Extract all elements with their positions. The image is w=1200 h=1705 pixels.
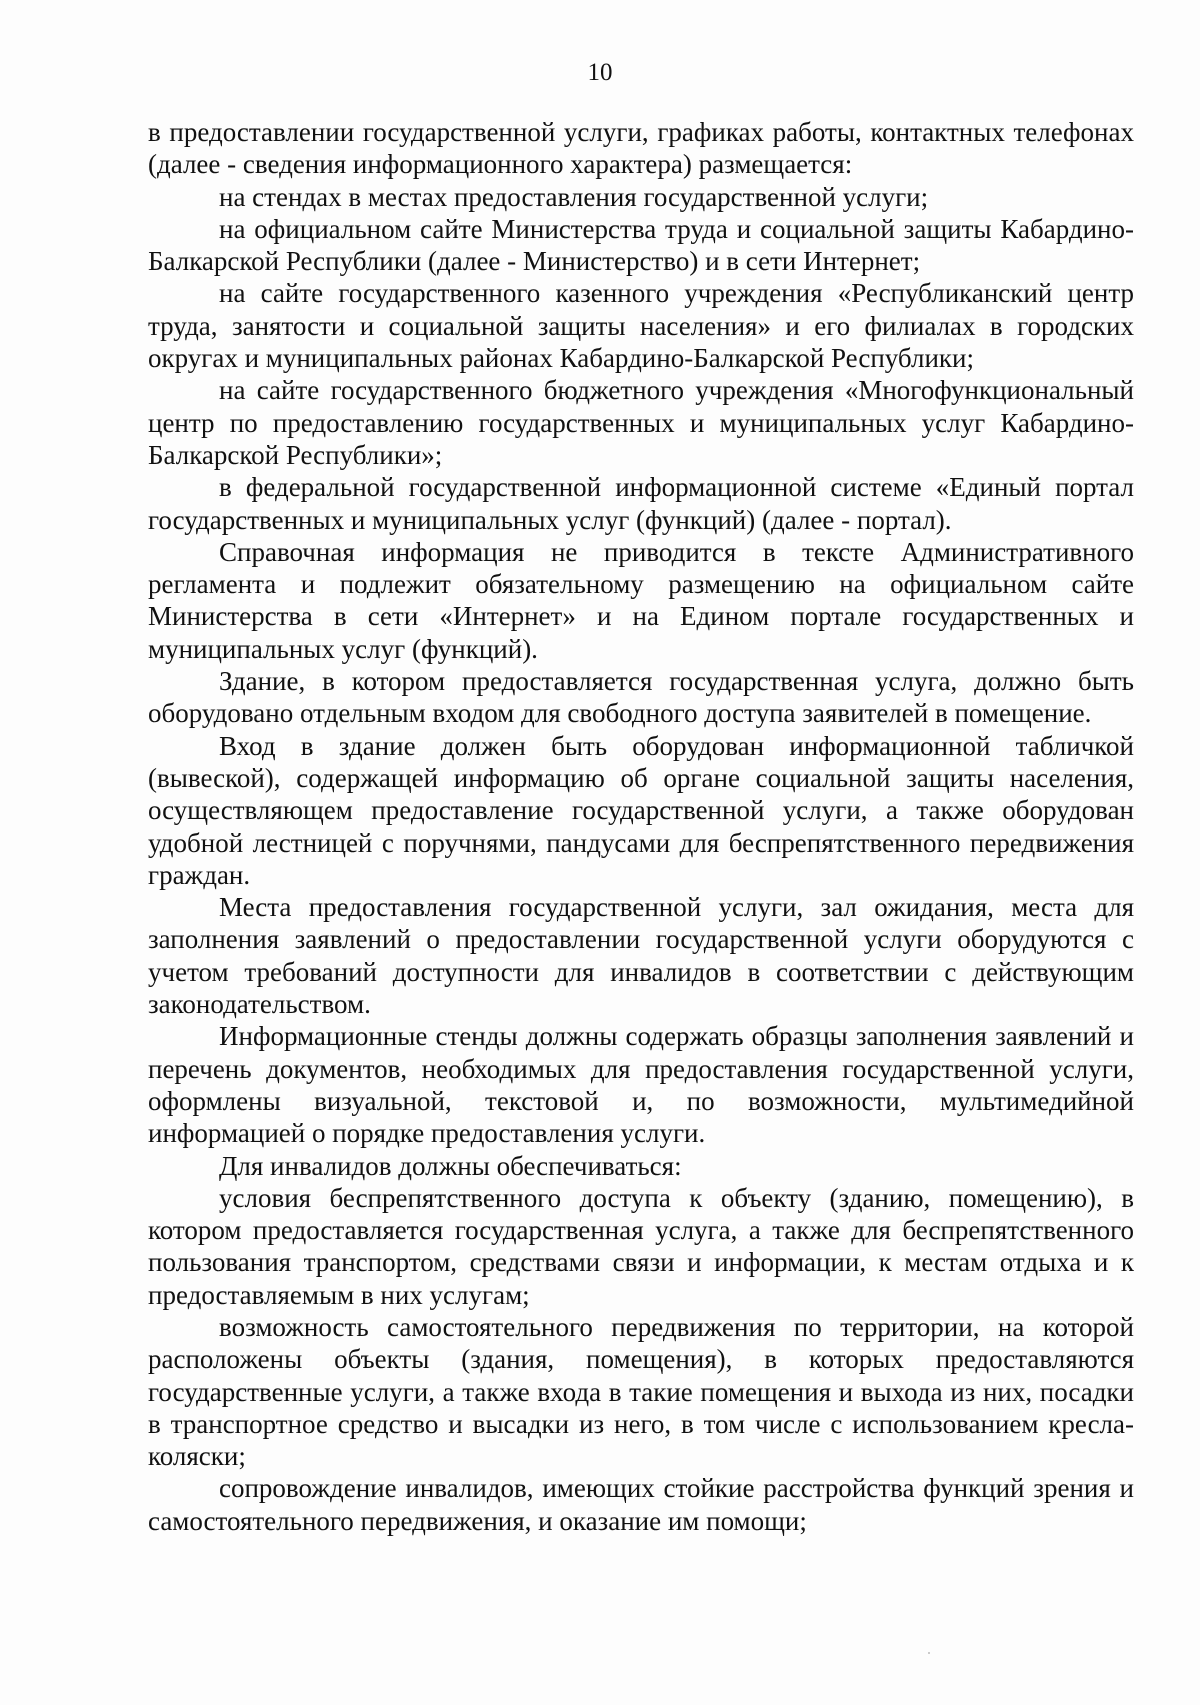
paragraph: на сайте государственного бюджетного учреждения «Многофункциональный центр по предоставлению государственных и муниципальных услуг Кабардино-Балкарской Республики»; bbox=[148, 375, 1134, 470]
paragraph: на стендах в местах предоставления государственной услуги; bbox=[219, 181, 929, 212]
paragraph: возможность самостоятельного передвижения по территории, на которой расположены объекты (здания, помещения), в которых предоставляются государственные услуги, а также входа в такие помещения и выхода из них, посадки в транспортное средство и высадки из него, в том числе с использованием кресла-коляски; bbox=[148, 1311, 1134, 1472]
scan-speck bbox=[928, 1652, 930, 1654]
paragraph: Информационные стенды должны содержать образцы заполнения заявлений и перечень документов, необходимых для предоставления государственной услуги, оформлены визуальной, текстовой и, по возможности, мультимедийной информацией о порядке предоставления услуги. bbox=[148, 1021, 1134, 1149]
paragraph: сопровождение инвалидов, имеющих стойкие расстройства функций зрения и самостоятельного передвижения, и оказание им помощи; bbox=[148, 1473, 1134, 1536]
paragraph: в федеральной государственной информационной системе «Единый портал государственных и муниципальных услуг (функций) (далее - портал). bbox=[148, 472, 1134, 535]
paragraph: на официальном сайте Министерства труда и социальной защиты Кабардино-Балкарской Республики (далее - Министерство) и в сети Интернет; bbox=[148, 213, 1134, 277]
paragraph: Для инвалидов должны обеспечиваться: bbox=[219, 1150, 682, 1181]
paragraph: Вход в здание должен быть оборудован информационной табличкой (вывеской), содержащей информацию об органе социальной защиты населения, осуществляющем предоставление государственной услуги, а также оборудован удобной лестницей с поручнями, пандусами для беспрепятственного передвижения граждан. bbox=[148, 730, 1134, 890]
paragraph: на сайте государственного казенного учреждения «Республиканский центр труда, занятости и социальной защиты населения» и его филиалах в городских округах и муниципальных районах Кабардино-Балкарской Республики; bbox=[148, 278, 1134, 374]
paragraph: условия беспрепятственного доступа к объекту (зданию, помещению), в котором предоставляется государственная услуга, а также для беспрепятственного пользования транспортом, средствами связи и информации, к местам отдыха и к предоставляемым в них услугам; bbox=[148, 1182, 1134, 1310]
paragraph: в предоставлении государственной услуги, графиках работы, контактных телефонах (далее - сведения информационного характера) размещается: bbox=[148, 117, 1134, 180]
body-text bbox=[148, 116, 1134, 1537]
page-number: 10 bbox=[587, 59, 613, 86]
paragraph: Места предоставления государственной услуги, зал ожидания, места для заполнения заявлений о предоставлении государственной услуги оборудуются с учетом требований доступности для инвалидов в соответствии с действующим законодательством. bbox=[148, 892, 1134, 1020]
paragraph: Здание, в котором предоставляется государственная услуга, должно быть оборудовано отдельным входом для свободного доступа заявителей в помещение. bbox=[148, 666, 1134, 729]
paragraph: Справочная информация не приводится в тексте Административного регламента и подлежит обязательному размещению на официальном сайте Министерства в сети «Интернет» и на Едином портале государственных и муниципальных услуг (функций). bbox=[148, 536, 1134, 664]
